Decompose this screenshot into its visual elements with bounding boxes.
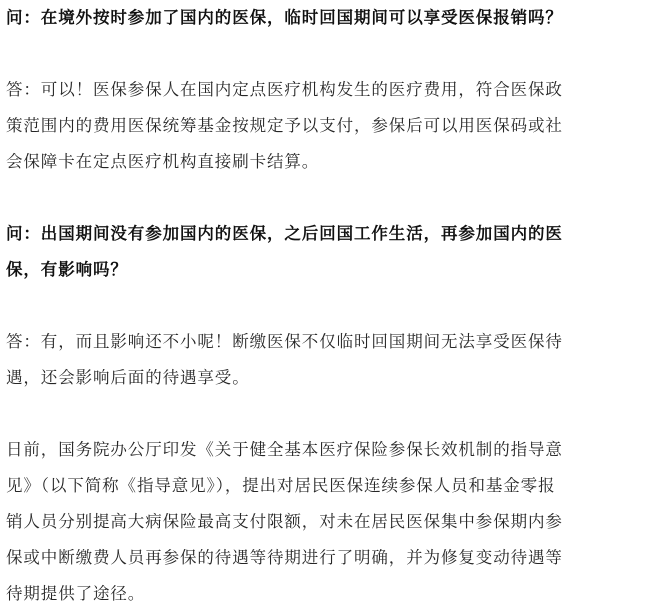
article-body [6,0,642,612]
answer-1-line-1: 答：可以！医保参保人在国内定点医疗机构发生的医疗费用，符合医保政 [6,80,563,99]
answer-2 [6,324,642,396]
paragraph-gap [6,180,642,216]
answer-2-line-2: 遇，还会影响后面的待遇享受。 [6,368,250,387]
paragraph-gap [6,396,642,432]
paragraph-3 [6,432,642,612]
question-1-line-1: 问：在境外按时参加了国内的医保，临时回国期间可以享受医保报销吗？ [6,8,563,27]
paragraph-3-line-2: 见》（以下简称《指导意见》），提出对居民医保连续参保人员和基金零报 [6,476,556,495]
question-2-line-2: 保，有影响吗？ [6,260,128,279]
question-2-line-1: 问：出国期间没有参加国内的医保，之后回国工作生活，再参加国内的医 [6,224,563,243]
question-2 [6,216,642,288]
answer-1 [6,72,642,180]
paragraph-gap [6,288,642,324]
paragraph-3-line-3: 销人员分别提高大病保险最高支付限额，对未在居民医保集中参保期内参 [6,512,563,531]
paragraph-gap [6,36,642,72]
paragraph-3-line-4: 保或中断缴费人员再参保的待遇等待期进行了明确，并为修复变动待遇等 [6,548,563,567]
paragraph-3-line-1: 日前，国务院办公厅印发《关于健全基本医疗保险参保长效机制的指导意 [6,440,563,459]
paragraph-3-line-5: 待期提供了途径。 [6,584,146,603]
answer-1-line-2: 策范围内的费用医保统筹基金按规定予以支付，参保后可以用医保码或社 [6,116,563,135]
answer-2-line-1: 答：有，而且影响还不小呢！断缴医保不仅临时回国期间无法享受医保待 [6,332,563,351]
question-1 [6,0,642,36]
answer-1-line-3: 会保障卡在定点医疗机构直接刷卡结算。 [6,152,320,171]
